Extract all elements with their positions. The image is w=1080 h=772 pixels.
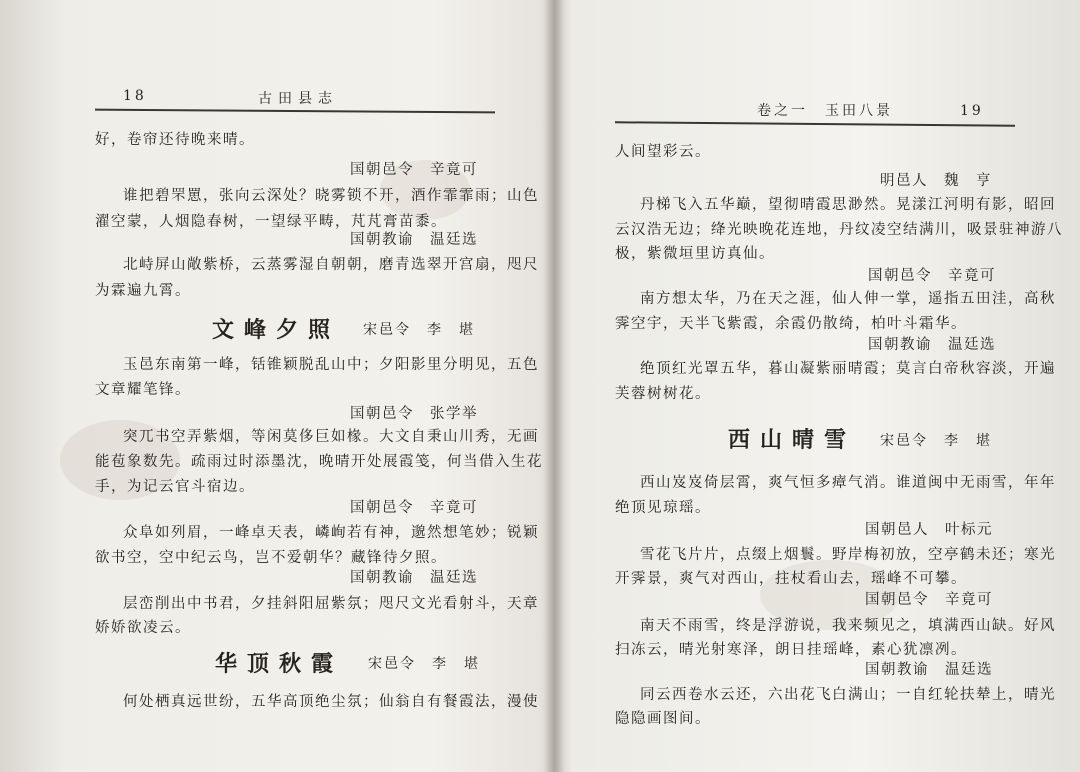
text-line: 云汉浩无边；绛光映晚花连地，丹纹凌空结满川，吸景驻神游八 xyxy=(615,222,1063,238)
text-line: 层峦削出中书君，夕挂斜阳屈紫氛；咫尺文光看射斗，天章 xyxy=(123,596,539,612)
author-line: 明邑人 魏 亨 xyxy=(880,173,992,189)
text-line: 欲书空，空中纪云鸟，岂不爱朝华？藏锋待夕照。 xyxy=(95,550,447,566)
text-line: 隐隐画图间。 xyxy=(615,711,711,727)
author-line: 国朝邑令 辛竟可 xyxy=(865,592,993,608)
author-line: 国朝教谕 温廷选 xyxy=(350,232,478,248)
text-line: 南天不雨雪，终是浮游说，我来频见之，填满西山缺。好风 xyxy=(640,618,1056,634)
text-line: 绝顶红光罩五华，暮山凝紫丽晴霞；莫言白帝秋容淡，开遍 xyxy=(640,361,1056,377)
right-page xyxy=(560,0,1080,772)
text-line: 南方想太华，乃在天之涯，仙人伸一掌，遥指五田洼，高秋 xyxy=(640,291,1056,307)
author-line: 国朝邑令 辛竟可 xyxy=(868,268,996,284)
text-line: 开霁景，爽气对西山，拄杖看山去，瑶峰不可攀。 xyxy=(615,571,967,587)
text-line: 霁空宇，天半飞紫霞，余霞仍散绮，柏叶斗霜华。 xyxy=(615,316,967,332)
header-rule xyxy=(95,109,495,114)
page-number: 19 xyxy=(960,103,984,119)
text-line: 何处栖真远世纷，五华高顶绝尘氛；仙翁自有餐霞法，漫使 xyxy=(123,694,539,710)
author-line: 国朝教谕 温廷选 xyxy=(868,337,996,353)
text-line: 丹梯飞入五华巅，望彻晴霞思渺然。晃漾江河明有影，昭回 xyxy=(640,197,1056,213)
text-line: 玉邑东南第一峰，铦锥颖脱乱山中；夕阳影里分明见，五色 xyxy=(123,357,539,373)
text-line: 文章耀笔锋。 xyxy=(95,382,191,398)
text-line: 同云西卷水云还，六出花飞白满山；一自红轮扶辇上，晴光 xyxy=(640,687,1056,703)
text-line: 绝顶见琼瑶。 xyxy=(615,500,711,516)
author-line: 国朝邑令 辛竟可 xyxy=(350,162,478,178)
author-line: 国朝教谕 温廷选 xyxy=(865,662,993,678)
text-line: 好，卷帘还待晚来晴。 xyxy=(95,132,255,148)
text-line: 突兀书空弄紫烟，等闲莫侈巨如椽。大文自秉山川秀，无画 xyxy=(123,429,539,445)
section-byline: 宋邑令 李 堪 xyxy=(363,322,475,338)
text-line: 谁把碧罘罳，张向云深处？晓雾锁不开，酒作霏霏雨；山色 xyxy=(123,188,539,204)
text-line: 能苞象数先。疏雨过时添墨沈，晚晴开处展霞笺，何当借入生花 xyxy=(95,454,543,470)
text-line: 扫冻云，晴光射寒泽，朗日挂瑶峰，素心犹凛冽。 xyxy=(615,642,967,658)
text-line: 人间望彩云。 xyxy=(615,144,711,160)
running-title: 卷之一 玉田八景 xyxy=(757,103,893,119)
section-title-huading: 华顶秋霞 xyxy=(215,651,344,677)
author-line: 国朝邑令 辛竟可 xyxy=(350,500,478,516)
section-title-xishan: 西山晴雪 xyxy=(728,427,857,453)
section-byline: 宋邑令 李 堪 xyxy=(368,656,480,672)
author-line: 国朝邑人 叶标元 xyxy=(865,522,993,538)
page-number: 18 xyxy=(123,88,147,104)
text-line: 西山岌岌倚层霄，爽气恒多瘴气消。谁道闽中无雨雪，年年 xyxy=(640,475,1056,491)
text-line: 手，为记云官斗宿边。 xyxy=(95,479,255,495)
header-rule xyxy=(615,121,1015,126)
text-line: 雪花飞片片，点缀上烟鬟。野岸梅初放，空亭鹤未还；寒光 xyxy=(640,547,1056,563)
author-line: 国朝邑令 张学举 xyxy=(350,406,478,422)
author-line: 国朝教谕 温廷选 xyxy=(350,570,478,586)
text-line: 娇娇欲凌云。 xyxy=(95,620,191,636)
text-line: 众阜如列眉，一峰卓天表，嶙峋若有神，邈然想笔妙；锐颖 xyxy=(123,525,539,541)
text-line: 为霖遍九霄。 xyxy=(95,283,191,299)
section-title-wenfeng: 文峰夕照 xyxy=(212,317,341,343)
text-line: 极，紫微垣里访真仙。 xyxy=(615,246,775,262)
running-title: 古田县志 xyxy=(258,91,338,107)
text-line: 芙蓉树树花。 xyxy=(615,386,711,402)
section-byline: 宋邑令 李 堪 xyxy=(880,433,992,449)
text-line: 濯空蒙，人烟隐春树，一望绿平畴，芃芃膏苗黍。 xyxy=(95,214,447,230)
text-line: 北峙屏山敞紫桥，云蒸雾湿自朝朝，磨青选翠开宫扇，咫尺 xyxy=(123,257,539,273)
